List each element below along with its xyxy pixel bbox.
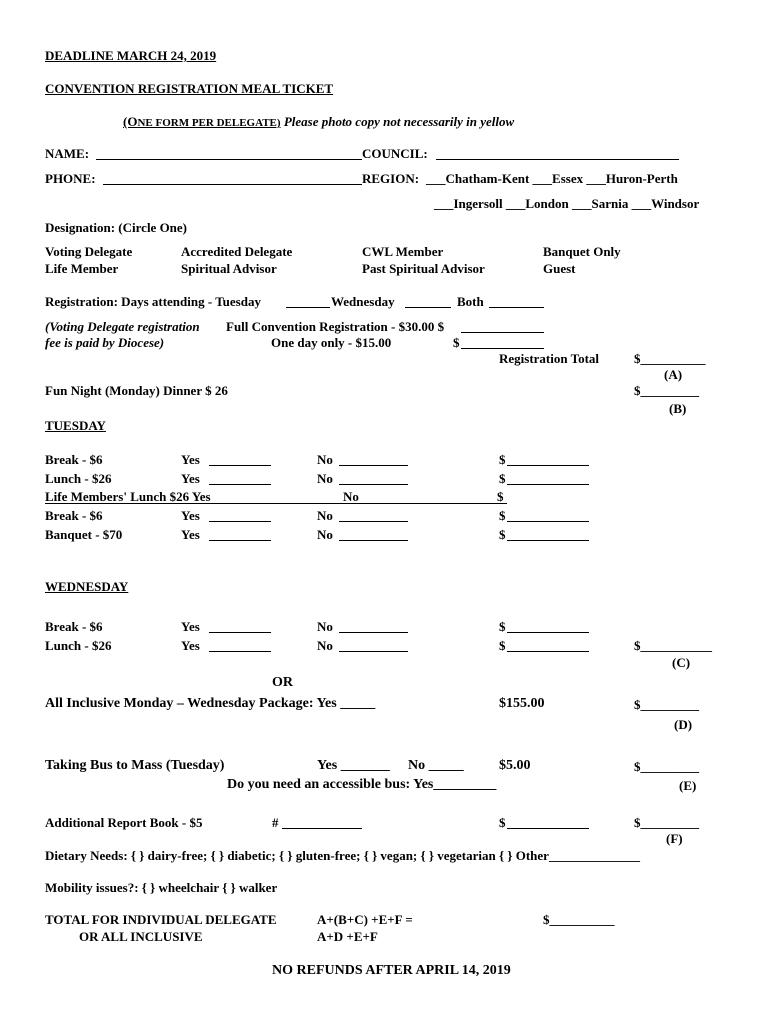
designation-spiritual-advisor[interactable]: Spiritual Advisor (181, 261, 277, 276)
report-book-amt-field[interactable] (507, 828, 589, 829)
name-label: NAME: (45, 146, 90, 161)
wednesday-days-field[interactable] (405, 307, 451, 308)
designation-banquet-only[interactable]: Banquet Only (543, 244, 621, 259)
region-label: REGION: (362, 171, 420, 186)
bus-field[interactable]: $_________ (634, 759, 699, 774)
tuesday-banquet-amt: $ (499, 527, 506, 542)
package-field[interactable]: $_________ (634, 697, 699, 712)
tuesday-banquet-yes: Yes (181, 527, 200, 542)
wednesday-lunch-no: No (317, 638, 333, 653)
form-note-italic: Please photo copy not necessarily in yellow (283, 114, 515, 129)
mobility-issues[interactable]: Mobility issues?: { } wheelchair { } walker (45, 880, 278, 895)
wednesday-break-amt: $ (499, 619, 506, 634)
designation-past-spiritual-advisor[interactable]: Past Spiritual Advisor (362, 261, 485, 276)
tuesday-lunch-item: Lunch - $26 (45, 471, 112, 486)
package-label[interactable]: All Inclusive Monday – Wednesday Package: Yes _____ (45, 696, 376, 711)
tuesday-life-lunch-underline[interactable] (45, 503, 507, 504)
tuesday-break-amt: $ (499, 452, 506, 467)
grand-total-field[interactable]: $__________ (543, 912, 615, 927)
tuesday-break2-amt-field[interactable] (507, 521, 589, 522)
report-book-qty-field[interactable] (282, 828, 362, 829)
registration-total-label: Registration Total (499, 351, 600, 366)
registration-wednesday-label: Wednesday (331, 294, 395, 309)
tuesday-banquet-no-field[interactable] (339, 540, 408, 541)
or-divider: OR (272, 675, 293, 690)
wednesday-lunch-amt-field[interactable] (507, 651, 589, 652)
deadline-heading: DEADLINE MARCH 24, 2019 (45, 48, 217, 63)
wednesday-break-no-field[interactable] (339, 632, 408, 633)
tuesday-life-lunch-item: Life Members' Lunch $26 Yes (45, 489, 211, 504)
tuesday-lunch-no-field[interactable] (339, 484, 408, 485)
tuesday-break-no: No (317, 452, 333, 467)
form-note-prefix: (O (123, 114, 138, 129)
tuesday-break-item: Break - $6 (45, 452, 103, 467)
accessible-bus-field[interactable]: Do you need an accessible bus: Yes_________ (227, 777, 497, 792)
tuesday-banquet-yes-field[interactable] (209, 540, 271, 541)
wednesday-lunch-no-field[interactable] (339, 651, 408, 652)
region-options-row2[interactable]: ___Ingersoll ___London ___Sarnia ___Windsor (434, 196, 700, 211)
wednesday-break-amt-field[interactable] (507, 632, 589, 633)
dietary-needs[interactable]: Dietary Needs: { } dairy-free; { } diabetic; { } gluten-free; { } vegan; { } vegetarian { } Other______________ (45, 848, 640, 863)
fun-night-field[interactable]: $_________ (634, 383, 699, 398)
marker-c: (C) (672, 655, 691, 670)
wednesday-lunch-yes-field[interactable] (209, 651, 271, 652)
wednesday-total-field[interactable]: $___________ (634, 638, 712, 653)
tuesday-lunch-amt: $ (499, 471, 506, 486)
no-refunds-notice: NO REFUNDS AFTER APRIL 14, 2019 (272, 963, 511, 978)
wednesday-lunch-item: Lunch - $26 (45, 638, 112, 653)
name-field[interactable] (96, 159, 362, 160)
tuesday-break2-yes: Yes (181, 508, 200, 523)
tuesday-days-field[interactable] (286, 307, 330, 308)
one-day-field[interactable] (461, 348, 544, 349)
report-book-field[interactable]: $_________ (634, 815, 699, 830)
tuesday-break-yes-field[interactable] (209, 465, 271, 466)
registration-total-field[interactable]: $__________ (634, 351, 706, 366)
tuesday-break2-amt: $ (499, 508, 506, 523)
region-options-row1[interactable]: ___Chatham-Kent ___Essex ___Huron-Perth (426, 171, 678, 186)
tuesday-heading: TUESDAY (45, 418, 106, 433)
both-days-field[interactable] (489, 307, 544, 308)
tuesday-banquet-item: Banquet - $70 (45, 527, 123, 542)
package-price: $155.00 (499, 696, 545, 711)
tuesday-break-no-field[interactable] (339, 465, 408, 466)
tuesday-break2-yes-field[interactable] (209, 521, 271, 522)
wednesday-break-item: Break - $6 (45, 619, 103, 634)
wednesday-lunch-amt: $ (499, 638, 506, 653)
total-label-line2: OR ALL INCLUSIVE (79, 929, 203, 944)
bus-price: $5.00 (499, 758, 531, 773)
full-convention-field[interactable] (461, 332, 544, 333)
tuesday-break-amt-field[interactable] (507, 465, 589, 466)
marker-e: (E) (679, 778, 697, 793)
bus-label: Taking Bus to Mass (Tuesday) (45, 758, 225, 773)
one-day-label: One day only - $15.00 (271, 335, 392, 350)
tuesday-break-yes: Yes (181, 452, 200, 467)
marker-b: (B) (669, 401, 687, 416)
full-convention-label: Full Convention Registration - $30.00 $ (226, 319, 445, 334)
form-note (123, 114, 514, 131)
designation-accredited-delegate[interactable]: Accredited Delegate (181, 244, 293, 259)
tuesday-banquet-no: No (317, 527, 333, 542)
total-formula-line2: A+D +E+F (317, 929, 378, 944)
one-day-dollar: $ (453, 335, 460, 350)
bus-yes-field[interactable]: Yes _______ (317, 758, 390, 773)
phone-label: PHONE: (45, 171, 96, 186)
tuesday-break2-no-field[interactable] (339, 521, 408, 522)
wednesday-break-yes: Yes (181, 619, 200, 634)
council-label: COUNCIL: (362, 146, 428, 161)
wednesday-lunch-yes: Yes (181, 638, 200, 653)
registration-both-label: Both (457, 294, 484, 309)
total-label-line1: TOTAL FOR INDIVIDUAL DELEGATE (45, 912, 277, 927)
tuesday-lunch-yes-field[interactable] (209, 484, 271, 485)
form-note-smallcaps: NE FORM PER DELEGATE) (137, 117, 281, 129)
designation-life-member[interactable]: Life Member (45, 261, 119, 276)
tuesday-lunch-no: No (317, 471, 333, 486)
designation-heading: Designation: (Circle One) (45, 220, 188, 235)
fun-night-label: Fun Night (Monday) Dinner $ 26 (45, 383, 228, 398)
report-book-label: Additional Report Book - $5 (45, 815, 203, 830)
tuesday-lunch-yes: Yes (181, 471, 200, 486)
tuesday-break2-item: Break - $6 (45, 508, 103, 523)
form-title: CONVENTION REGISTRATION MEAL TICKET (45, 81, 334, 96)
designation-voting-delegate[interactable]: Voting Delegate (45, 244, 133, 259)
report-book-hash: # (272, 815, 279, 830)
designation-guest[interactable]: Guest (543, 261, 576, 276)
report-book-amt: $ (499, 815, 506, 830)
council-field[interactable] (436, 159, 679, 160)
wednesday-break-no: No (317, 619, 333, 634)
marker-a: (A) (664, 367, 683, 382)
marker-d: (D) (674, 717, 693, 732)
designation-cwl-member[interactable]: CWL Member (362, 244, 444, 259)
tuesday-break2-no: No (317, 508, 333, 523)
wednesday-break-yes-field[interactable] (209, 632, 271, 633)
marker-f: (F) (666, 831, 683, 846)
tuesday-life-lunch-amt: $ (497, 489, 504, 504)
phone-field[interactable] (103, 184, 362, 185)
voting-note-line2: fee is paid by Diocese) (45, 335, 165, 350)
tuesday-banquet-amt-field[interactable] (507, 540, 589, 541)
voting-note-line1: (Voting Delegate registration (45, 319, 200, 334)
tuesday-lunch-amt-field[interactable] (507, 484, 589, 485)
wednesday-heading: WEDNESDAY (45, 579, 129, 594)
total-formula-line1: A+(B+C) +E+F = (317, 912, 413, 927)
tuesday-life-lunch-no: No (343, 489, 359, 504)
registration-days-label: Registration: Days attending - Tuesday (45, 294, 261, 309)
bus-no-field[interactable]: No _____ (408, 758, 464, 773)
